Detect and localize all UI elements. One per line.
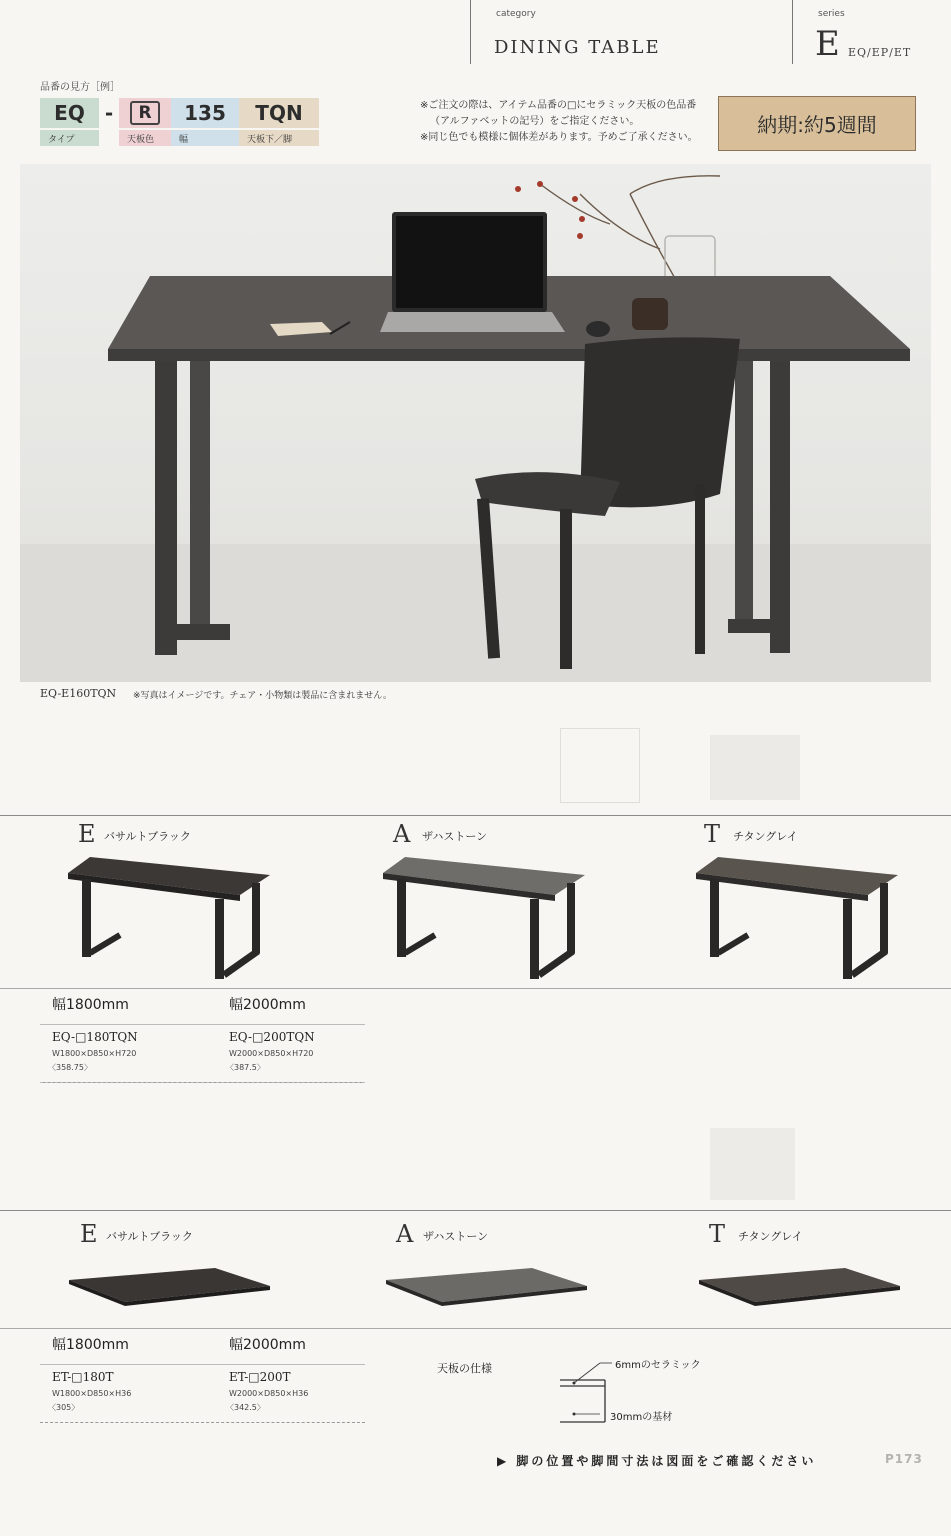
model-code: ET-□180T bbox=[52, 1370, 114, 1384]
page-reference-link[interactable]: P173 bbox=[885, 1452, 923, 1466]
product-photo bbox=[20, 164, 931, 682]
category-label: category bbox=[496, 9, 536, 19]
code-width-box bbox=[171, 98, 239, 128]
top-illustration-a bbox=[382, 1262, 592, 1312]
width-label: 幅1800mm bbox=[52, 997, 129, 1013]
table-illustration-a bbox=[375, 855, 595, 985]
color-letter: A bbox=[393, 820, 411, 848]
photo-note: ※写真はイメージです。チェア・小物類は製品に含まれません。 bbox=[133, 691, 392, 701]
code-color-box bbox=[119, 98, 171, 128]
photo-model: EQ-E160TQN bbox=[40, 687, 117, 700]
row-divider bbox=[40, 1422, 365, 1423]
dimensions: W2000×D850×H36 bbox=[229, 1389, 309, 1398]
note-line-1: ※ご注文の際は、アイテム品番の□にセラミック天板の色品番 bbox=[420, 100, 697, 111]
color-letter: A bbox=[396, 1220, 414, 1248]
category-title: DINING TABLE bbox=[494, 37, 661, 58]
note-line-2: （アルファベットの記号）をご指定ください。 bbox=[430, 116, 640, 127]
code-width: 135 bbox=[184, 101, 226, 125]
section-divider bbox=[0, 1210, 951, 1211]
code-width-label: 幅 bbox=[171, 130, 239, 146]
series-label: series bbox=[818, 9, 845, 19]
code-leg: TQN bbox=[255, 101, 303, 125]
row-divider bbox=[0, 1328, 951, 1329]
delivery-badge: 納期:約5週間 bbox=[718, 96, 916, 151]
code-leg-label: 天板下／脚 bbox=[239, 130, 319, 146]
photo-illustration bbox=[20, 164, 931, 682]
row-divider bbox=[40, 1364, 365, 1365]
code-type-box bbox=[40, 98, 99, 128]
code-leg-box bbox=[239, 98, 319, 128]
color-letter: E bbox=[80, 1220, 98, 1248]
code-type: EQ bbox=[54, 101, 85, 125]
dimensions: W2000×D850×H720 bbox=[229, 1049, 314, 1058]
code-legend-caption: 品番の見方［例］ bbox=[40, 82, 120, 93]
price: 〈387.5〉 bbox=[226, 1063, 265, 1072]
series-codes: EQ/EP/ET bbox=[848, 46, 912, 59]
color-letter: T bbox=[704, 820, 721, 848]
price: 〈358.75〉 bbox=[48, 1063, 92, 1072]
bleed-shape bbox=[710, 735, 800, 800]
row-divider bbox=[40, 1082, 365, 1083]
table-illustration-t bbox=[688, 855, 908, 985]
dimensions: W1800×D850×H720 bbox=[52, 1049, 137, 1058]
code-color: R bbox=[130, 101, 159, 125]
code-dash: - bbox=[99, 98, 119, 128]
color-name: バサルトブラック bbox=[104, 830, 191, 843]
model-code: EQ-□200TQN bbox=[229, 1030, 315, 1044]
color-name: ザハストーン bbox=[423, 1230, 489, 1243]
color-name: ザハストーン bbox=[422, 830, 488, 843]
drawing-reference: ▶ 脚の位置や脚間寸法は図面をご確認ください bbox=[497, 1454, 817, 1468]
code-color-label: 天板色 bbox=[119, 130, 171, 146]
bleed-shape bbox=[560, 728, 640, 803]
color-name: バサルトブラック bbox=[106, 1230, 193, 1243]
dimensions: W1800×D850×H36 bbox=[52, 1389, 132, 1398]
order-note bbox=[420, 98, 698, 146]
series-letter: E bbox=[815, 24, 840, 64]
row-divider bbox=[0, 988, 951, 989]
spec-base: 30mmの基材 bbox=[610, 1412, 673, 1423]
color-letter: T bbox=[709, 1220, 726, 1248]
color-name: チタングレイ bbox=[738, 1230, 803, 1243]
width-label: 幅1800mm bbox=[52, 1337, 129, 1353]
mug bbox=[632, 298, 668, 330]
price: 〈342.5〉 bbox=[226, 1403, 265, 1412]
section-divider bbox=[0, 815, 951, 816]
code-type-label: タイプ bbox=[40, 130, 99, 146]
price: 〈305〉 bbox=[48, 1403, 80, 1412]
width-label: 幅2000mm bbox=[229, 1337, 306, 1353]
model-code: ET-□200T bbox=[229, 1370, 291, 1384]
top-illustration-t bbox=[695, 1262, 905, 1312]
top-illustration-e bbox=[65, 1262, 275, 1312]
mouse bbox=[586, 321, 610, 337]
spec-diagram bbox=[560, 1356, 620, 1436]
row-divider bbox=[40, 1024, 365, 1025]
spec-ceramic: 6mmのセラミック bbox=[615, 1360, 701, 1371]
width-label: 幅2000mm bbox=[229, 997, 306, 1013]
note-line-3: ※同じ色でも模様に個体差があります。予めご了承ください。 bbox=[420, 132, 698, 143]
bleed-shape bbox=[710, 1128, 795, 1200]
color-letter: E bbox=[78, 820, 96, 848]
table-illustration-e bbox=[60, 855, 280, 985]
spec-title: 天板の仕様 bbox=[437, 1362, 492, 1375]
color-name: チタングレイ bbox=[733, 830, 798, 843]
model-code: EQ-□180TQN bbox=[52, 1030, 138, 1044]
